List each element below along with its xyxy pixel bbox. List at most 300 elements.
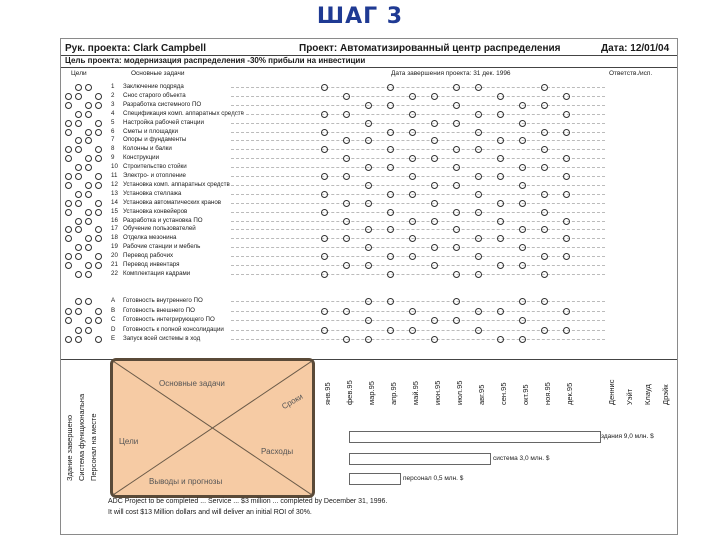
goal-mark (65, 336, 72, 343)
schedule-mark (453, 209, 460, 216)
task-label: Разработка и установка ПО (123, 216, 203, 224)
row-guide-line (231, 203, 605, 204)
schedule-mark (409, 218, 416, 225)
schedule-mark (321, 173, 328, 180)
cost-label-system: система 3,0 млн. $ (493, 455, 550, 462)
schedule-mark (541, 271, 548, 278)
milestone-number: A (111, 297, 116, 304)
task-row (61, 145, 677, 153)
schedule-mark (409, 111, 416, 118)
task-label: Установка конвейеров (123, 207, 188, 215)
schedule-mark (343, 336, 350, 343)
milestone-number: B (111, 306, 116, 314)
task-number: 12 (111, 180, 118, 188)
schedule-mark (387, 327, 394, 334)
schedule-mark (343, 218, 350, 225)
schedule-mark (453, 298, 460, 305)
task-label: Перевод рабочих (123, 252, 174, 260)
schedule-mark (365, 244, 372, 251)
goal-mark (95, 253, 102, 260)
schedule-mark (453, 271, 460, 278)
schedule-mark (343, 137, 350, 144)
row-guide-line (231, 238, 605, 239)
goal-mark (95, 182, 102, 189)
milestone-row (61, 307, 677, 315)
schedule-mark (497, 155, 504, 162)
goal-mark (95, 129, 102, 136)
goal-mark (85, 129, 92, 136)
task-row (61, 217, 677, 225)
task-label: Рабочие станции и мебель (123, 243, 201, 251)
goal-mark (95, 336, 102, 343)
goal-mark (95, 146, 102, 153)
schedule-mark (563, 218, 570, 225)
month-label: июл.95 (455, 380, 464, 405)
goal-mark (95, 235, 102, 242)
row-guide-line (231, 87, 605, 88)
task-label: Настройка рабочей станции (123, 118, 204, 126)
schedule-mark (475, 111, 482, 118)
row-guide-line (231, 132, 605, 133)
schedule-mark (563, 235, 570, 242)
schedule-mark (563, 191, 570, 198)
schedule-mark (431, 137, 438, 144)
schedule-mark (321, 84, 328, 91)
schedule-mark (387, 209, 394, 216)
schedule-mark (453, 226, 460, 233)
milestone-label: Запуск всей системы в ход (123, 335, 201, 342)
schedule-mark (431, 244, 438, 251)
schedule-mark (475, 308, 482, 315)
schedule-mark (541, 298, 548, 305)
goal-mark (95, 120, 102, 127)
schedule-mark (541, 327, 548, 334)
row-guide-line (231, 105, 605, 106)
goal-mark (75, 244, 82, 251)
page-title: ШАГ 3 (316, 4, 404, 29)
goal-mark (85, 271, 92, 278)
task-number: 19 (111, 243, 118, 251)
goal-mark (65, 308, 72, 315)
schedule-mark (343, 200, 350, 207)
row-guide-line (231, 149, 605, 150)
schedule-mark (365, 164, 372, 171)
schedule-mark (519, 102, 526, 109)
goal-mark (95, 308, 102, 315)
task-row (61, 83, 677, 91)
month-label: окт.95 (521, 384, 530, 405)
schedule-mark (541, 164, 548, 171)
goal-mark (95, 173, 102, 180)
responsible-header: Ответств./исп. (609, 70, 653, 77)
task-number: 2 (111, 91, 115, 99)
goal-mark (85, 111, 92, 118)
month-label: май.95 (411, 381, 420, 405)
goal-mark (65, 253, 72, 260)
task-number: 10 (111, 163, 118, 171)
task-row (61, 163, 677, 171)
task-row (61, 136, 677, 144)
schedule-mark (497, 262, 504, 269)
schedule-mark (541, 84, 548, 91)
task-number: 4 (111, 109, 115, 117)
responsible-person-label: Деннис (607, 379, 616, 405)
goal-mark (75, 327, 82, 334)
schedule-mark (475, 209, 482, 216)
schedule-mark (409, 93, 416, 100)
cost-bar-personnel (349, 473, 401, 485)
month-label: авг.95 (477, 384, 486, 405)
row-guide-line (231, 330, 605, 331)
milestone-number: C (111, 316, 116, 323)
schedule-mark (475, 271, 482, 278)
goal-mark (75, 137, 82, 144)
row-guide-line (231, 123, 605, 124)
schedule-mark (475, 253, 482, 260)
row-guide-line (231, 274, 605, 275)
schedule-mark (343, 155, 350, 162)
schedule-mark (365, 336, 372, 343)
goal-mark (85, 84, 92, 91)
milestone-label: Готовность к полной консолидации (123, 325, 224, 333)
schedule-mark (431, 336, 438, 343)
task-row (61, 119, 677, 127)
task-number: 1 (111, 83, 115, 90)
schedule-mark (365, 317, 372, 324)
milestone-row (61, 326, 677, 334)
goal-mark (75, 308, 82, 315)
task-label: Опоры и фундаменты (123, 136, 187, 144)
month-label: дек.95 (565, 382, 574, 405)
schedule-mark (563, 173, 570, 180)
schedule-mark (519, 164, 526, 171)
task-row (61, 181, 677, 189)
schedule-mark (409, 235, 416, 242)
goal-mark (75, 93, 82, 100)
schedule-mark (365, 102, 372, 109)
schedule-mark (321, 253, 328, 260)
schedule-mark (497, 111, 504, 118)
row-guide-line (231, 114, 605, 115)
cost-bar-building (349, 431, 601, 443)
schedule-mark (475, 129, 482, 136)
schedule-mark (431, 155, 438, 162)
goal-mark (75, 200, 82, 207)
schedule-mark (409, 327, 416, 334)
task-row (61, 243, 677, 251)
schedule-mark (431, 120, 438, 127)
schedule-mark (541, 129, 548, 136)
schedule-mark (519, 120, 526, 127)
goals-header: Цели (71, 70, 87, 77)
schedule-mark (387, 129, 394, 136)
goal-mark (75, 191, 82, 198)
schedule-mark (321, 235, 328, 242)
schedule-mark (541, 253, 548, 260)
schedule-mark (563, 111, 570, 118)
schedule-mark (541, 191, 548, 198)
task-label: Установка комп. аппаратных средств (123, 180, 230, 188)
goal-mark (95, 200, 102, 207)
schedule-mark (343, 235, 350, 242)
matrix-right-label: Сроки (280, 391, 305, 412)
schedule-mark (343, 93, 350, 100)
task-row (61, 270, 677, 278)
task-number: 14 (111, 198, 118, 206)
task-row (61, 261, 677, 269)
task-number: 20 (111, 252, 118, 260)
task-number: 15 (111, 207, 118, 215)
vlabel-building: Здание завершено (65, 414, 74, 481)
row-guide-line (231, 96, 605, 97)
row-guide-line (231, 311, 605, 312)
row-guide-line (231, 229, 605, 230)
cost-label-building: здания 9,0 млн. $ (601, 433, 654, 440)
schedule-mark (497, 218, 504, 225)
goal-mark (65, 129, 72, 136)
schedule-mark (409, 155, 416, 162)
goal-mark (65, 182, 72, 189)
project-goal: Цель проекта: модернизация распределения -30% прибыли на инвестиции (65, 56, 366, 65)
schedule-mark (365, 182, 372, 189)
milestone-row (61, 316, 677, 324)
x-matrix-sheet (60, 38, 678, 535)
task-label: Сметы и площадки (123, 127, 178, 135)
goal-mark (85, 218, 92, 225)
row-guide-line (231, 221, 605, 222)
schedule-mark (409, 129, 416, 136)
schedule-mark (387, 271, 394, 278)
row-guide-line (231, 212, 605, 213)
cost-bar-system (349, 453, 491, 465)
schedule-mark (519, 336, 526, 343)
schedule-mark (343, 111, 350, 118)
goal-mark (85, 155, 92, 162)
schedule-mark (475, 235, 482, 242)
schedule-mark (321, 111, 328, 118)
goal-mark (65, 262, 72, 269)
schedule-mark (541, 226, 548, 233)
matrix-costs-label: Расходы (261, 447, 294, 456)
schedule-mark (497, 93, 504, 100)
milestone-row (61, 335, 677, 343)
goal-mark (85, 262, 92, 269)
milestone-number: E (111, 335, 116, 342)
goal-mark (65, 146, 72, 153)
task-number: 13 (111, 189, 118, 197)
task-label: Строительство стойки (123, 163, 187, 171)
task-row (61, 128, 677, 136)
task-row (61, 208, 677, 216)
footer-line-1: ADC Project to be completed ... Service ... $3 million ... completed by December 31, 1996. (108, 498, 388, 505)
schedule-mark (343, 262, 350, 269)
task-number: 21 (111, 261, 118, 268)
task-row (61, 190, 677, 198)
schedule-mark (519, 262, 526, 269)
schedule-mark (475, 146, 482, 153)
task-label: Снос старого объекта (123, 91, 186, 99)
schedule-mark (365, 120, 372, 127)
schedule-mark (475, 327, 482, 334)
deadline-header: Дата завершения проекта: 31 дек. 1996 (391, 70, 511, 77)
project-label: Проект: Автоматизированный центр распределения (299, 43, 561, 54)
schedule-mark (563, 93, 570, 100)
goal-mark (75, 164, 82, 171)
task-label: Колонны и балки (123, 145, 172, 153)
task-label: Заключение подряда (123, 83, 184, 90)
milestone-label: Готовность внутреннего ПО (123, 297, 203, 304)
schedule-mark (563, 327, 570, 334)
goal-mark (95, 102, 102, 109)
schedule-mark (497, 235, 504, 242)
task-label: Конструкции (123, 154, 160, 162)
task-number: 9 (111, 154, 115, 162)
schedule-mark (321, 129, 328, 136)
schedule-mark (497, 336, 504, 343)
schedule-mark (475, 191, 482, 198)
task-number: 17 (111, 225, 118, 233)
footer-line-2: It will cost $13 Million dollars and will deliver an initial ROI of 30%. (108, 509, 312, 516)
goal-mark (85, 164, 92, 171)
responsible-person-label: Дрэйк (661, 384, 670, 405)
milestone-label: Готовность интегрирующего ПО (123, 316, 215, 323)
task-row (61, 92, 677, 100)
goal-mark (75, 271, 82, 278)
schedule-mark (453, 120, 460, 127)
schedule-mark (519, 317, 526, 324)
task-label: Отделка мезонина (123, 234, 177, 242)
goal-mark (95, 209, 102, 216)
goal-mark (65, 102, 72, 109)
goal-mark (65, 235, 72, 242)
row-guide-line (231, 158, 605, 159)
date-label: Дата: 12/01/04 (601, 43, 670, 54)
task-number: 8 (111, 145, 115, 153)
schedule-mark (453, 84, 460, 91)
task-number: 3 (111, 100, 115, 108)
row-guide-line (231, 339, 605, 340)
schedule-mark (431, 262, 438, 269)
goal-mark (75, 111, 82, 118)
row-guide-line (231, 194, 605, 195)
goal-mark (95, 155, 102, 162)
task-row (61, 110, 677, 118)
schedule-mark (519, 226, 526, 233)
month-label: фев.95 (345, 380, 354, 405)
row-guide-line (231, 256, 605, 257)
task-row (61, 225, 677, 233)
vlabel-personnel: Персонал на месте (89, 413, 98, 481)
responsible-person-label: Клауд (643, 384, 652, 405)
task-row (61, 172, 677, 180)
task-label: Перевод инвентаря (123, 261, 180, 268)
schedule-mark (563, 129, 570, 136)
goal-mark (65, 120, 72, 127)
month-label: янв.95 (323, 382, 332, 405)
matrix-bottom-label: Выводы и прогнозы (149, 477, 223, 486)
row-guide-line (231, 265, 605, 266)
vlabel-system: Система функциональна (77, 393, 86, 481)
task-number: 6 (111, 127, 115, 135)
task-label: Комплектация кадрами (123, 269, 191, 277)
row-guide-line (231, 301, 605, 302)
goal-mark (65, 93, 72, 100)
row-guide-line (231, 247, 605, 248)
task-label: Обучение пользователей (123, 225, 196, 233)
schedule-mark (409, 191, 416, 198)
schedule-mark (321, 271, 328, 278)
goal-mark (75, 173, 82, 180)
schedule-mark (453, 102, 460, 109)
schedule-mark (321, 146, 328, 153)
schedule-mark (431, 93, 438, 100)
task-row (61, 154, 677, 162)
row-guide-line (231, 140, 605, 141)
milestone-label: Готовность внешнего ПО (123, 306, 195, 314)
schedule-mark (475, 84, 482, 91)
schedule-mark (409, 308, 416, 315)
milestone-row (61, 297, 677, 305)
task-number: 22 (111, 269, 118, 277)
task-label: Спецификация комп. аппаратных средств (123, 109, 244, 117)
schedule-mark (497, 308, 504, 315)
schedule-mark (497, 173, 504, 180)
schedule-mark (387, 164, 394, 171)
row-guide-line (231, 320, 605, 321)
schedule-mark (387, 226, 394, 233)
task-label: Установка стеллажа (123, 189, 182, 197)
schedule-mark (321, 209, 328, 216)
month-label: июн.95 (433, 380, 442, 405)
schedule-mark (497, 200, 504, 207)
goal-mark (75, 226, 82, 233)
schedule-mark (365, 200, 372, 207)
schedule-mark (365, 137, 372, 144)
goal-mark (75, 253, 82, 260)
task-label: Электро- и отопление (123, 172, 186, 179)
schedule-mark (453, 182, 460, 189)
goal-mark (85, 209, 92, 216)
goal-mark (95, 317, 102, 324)
schedule-mark (409, 253, 416, 260)
goal-mark (65, 317, 72, 324)
goal-mark (85, 182, 92, 189)
task-label: Установка автоматических кранов (123, 198, 222, 206)
schedule-mark (453, 244, 460, 251)
schedule-mark (431, 218, 438, 225)
schedule-mark (541, 146, 548, 153)
task-row (61, 234, 677, 242)
goal-mark (75, 146, 82, 153)
task-number: 16 (111, 216, 118, 224)
schedule-mark (563, 253, 570, 260)
row-guide-line (231, 176, 605, 177)
goal-mark (85, 327, 92, 334)
schedule-mark (321, 308, 328, 315)
month-label: ноя.95 (543, 382, 552, 405)
goal-mark (85, 137, 92, 144)
schedule-mark (321, 191, 328, 198)
task-row (61, 101, 677, 109)
schedule-mark (409, 173, 416, 180)
month-label: апр.95 (389, 382, 398, 405)
goal-mark (95, 226, 102, 233)
schedule-mark (321, 327, 328, 334)
schedule-mark (453, 164, 460, 171)
schedule-mark (431, 200, 438, 207)
manager-label: Рук. проекта: Clark Campbell (65, 43, 206, 54)
schedule-mark (497, 137, 504, 144)
